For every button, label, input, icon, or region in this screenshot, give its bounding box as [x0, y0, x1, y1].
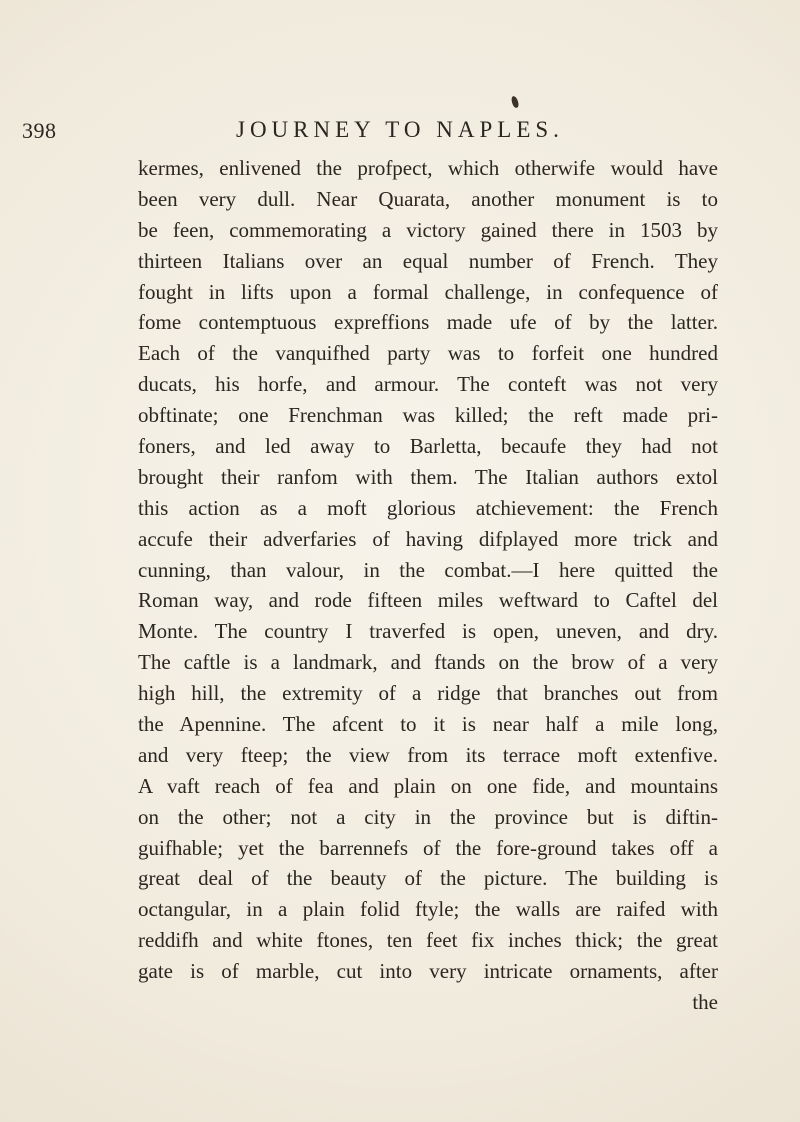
- text-line: thirteen Italians over an equal number of French. They: [138, 248, 718, 273]
- text-line: guifhable; yet the barrennefs of the fore-ground takes off a: [138, 835, 718, 860]
- text-line: and very fteep; the view from its terrace moft extenfive.: [138, 742, 718, 767]
- text-line: gate is of marble, cut into very intricate ornaments, after: [138, 959, 718, 984]
- text-line: A vaft reach of fea and plain on one fide, and mountains: [138, 773, 718, 798]
- text-line: cunning, than valour, in the combat.—I here quitted the: [138, 557, 718, 582]
- text-line: on the other; not a city in the province but is diftin-: [138, 804, 718, 829]
- text-line: fought in lifts upon a formal challenge, in confequence of: [138, 279, 718, 304]
- text-line: foners, and led away to Barletta, becaufe they had not: [138, 434, 718, 459]
- text-line: accufe their adverfaries of having difplayed more trick and: [138, 526, 718, 551]
- text-line: been very dull. Near Quarata, another monument is to: [138, 186, 718, 211]
- ink-mark: [510, 95, 519, 108]
- text-line: fome contemptuous expreffions made ufe of by the latter.: [138, 310, 718, 335]
- text-line: Each of the vanquifhed party was to forfeit one hundred: [138, 341, 718, 366]
- page-number: 398: [22, 118, 57, 143]
- text-line: obftinate; one Frenchman was killed; the reft made pri-: [138, 403, 718, 428]
- catchword: the: [692, 990, 718, 1015]
- text-line: reddifh and white ftones, ten feet fix inches thick; the great: [138, 928, 718, 953]
- text-line: The caftle is a landmark, and ftands on the brow of a very: [138, 650, 718, 675]
- running-head: JOURNEY TO NAPLES.: [236, 117, 564, 142]
- text-line: Roman way, and rode fifteen miles weftward to Caftel del: [138, 588, 718, 613]
- text-line: ducats, his horfe, and armour. The conteft was not very: [138, 372, 718, 397]
- text-line: Monte. The country I traverfed is open, uneven, and dry.: [138, 619, 718, 644]
- body-text: [138, 153, 718, 1018]
- text-line: high hill, the extremity of a ridge that branches out from: [138, 681, 718, 706]
- text-line: great deal of the beauty of the picture. The building is: [138, 866, 718, 891]
- text-line: octangular, in a plain folid ftyle; the walls are raifed with: [138, 897, 718, 922]
- text-line: this action as a moft glorious atchievement: the French: [138, 495, 718, 520]
- text-line: kermes, enlivened the profpect, which otherwife would have: [138, 156, 718, 180]
- text-line: the Apennine. The afcent to it is near half a mile long,: [138, 712, 718, 737]
- text-line: brought their ranfom with them. The Italian authors extol: [138, 464, 718, 489]
- text-line: be feen, commemorating a victory gained there in 1503 by: [138, 217, 718, 242]
